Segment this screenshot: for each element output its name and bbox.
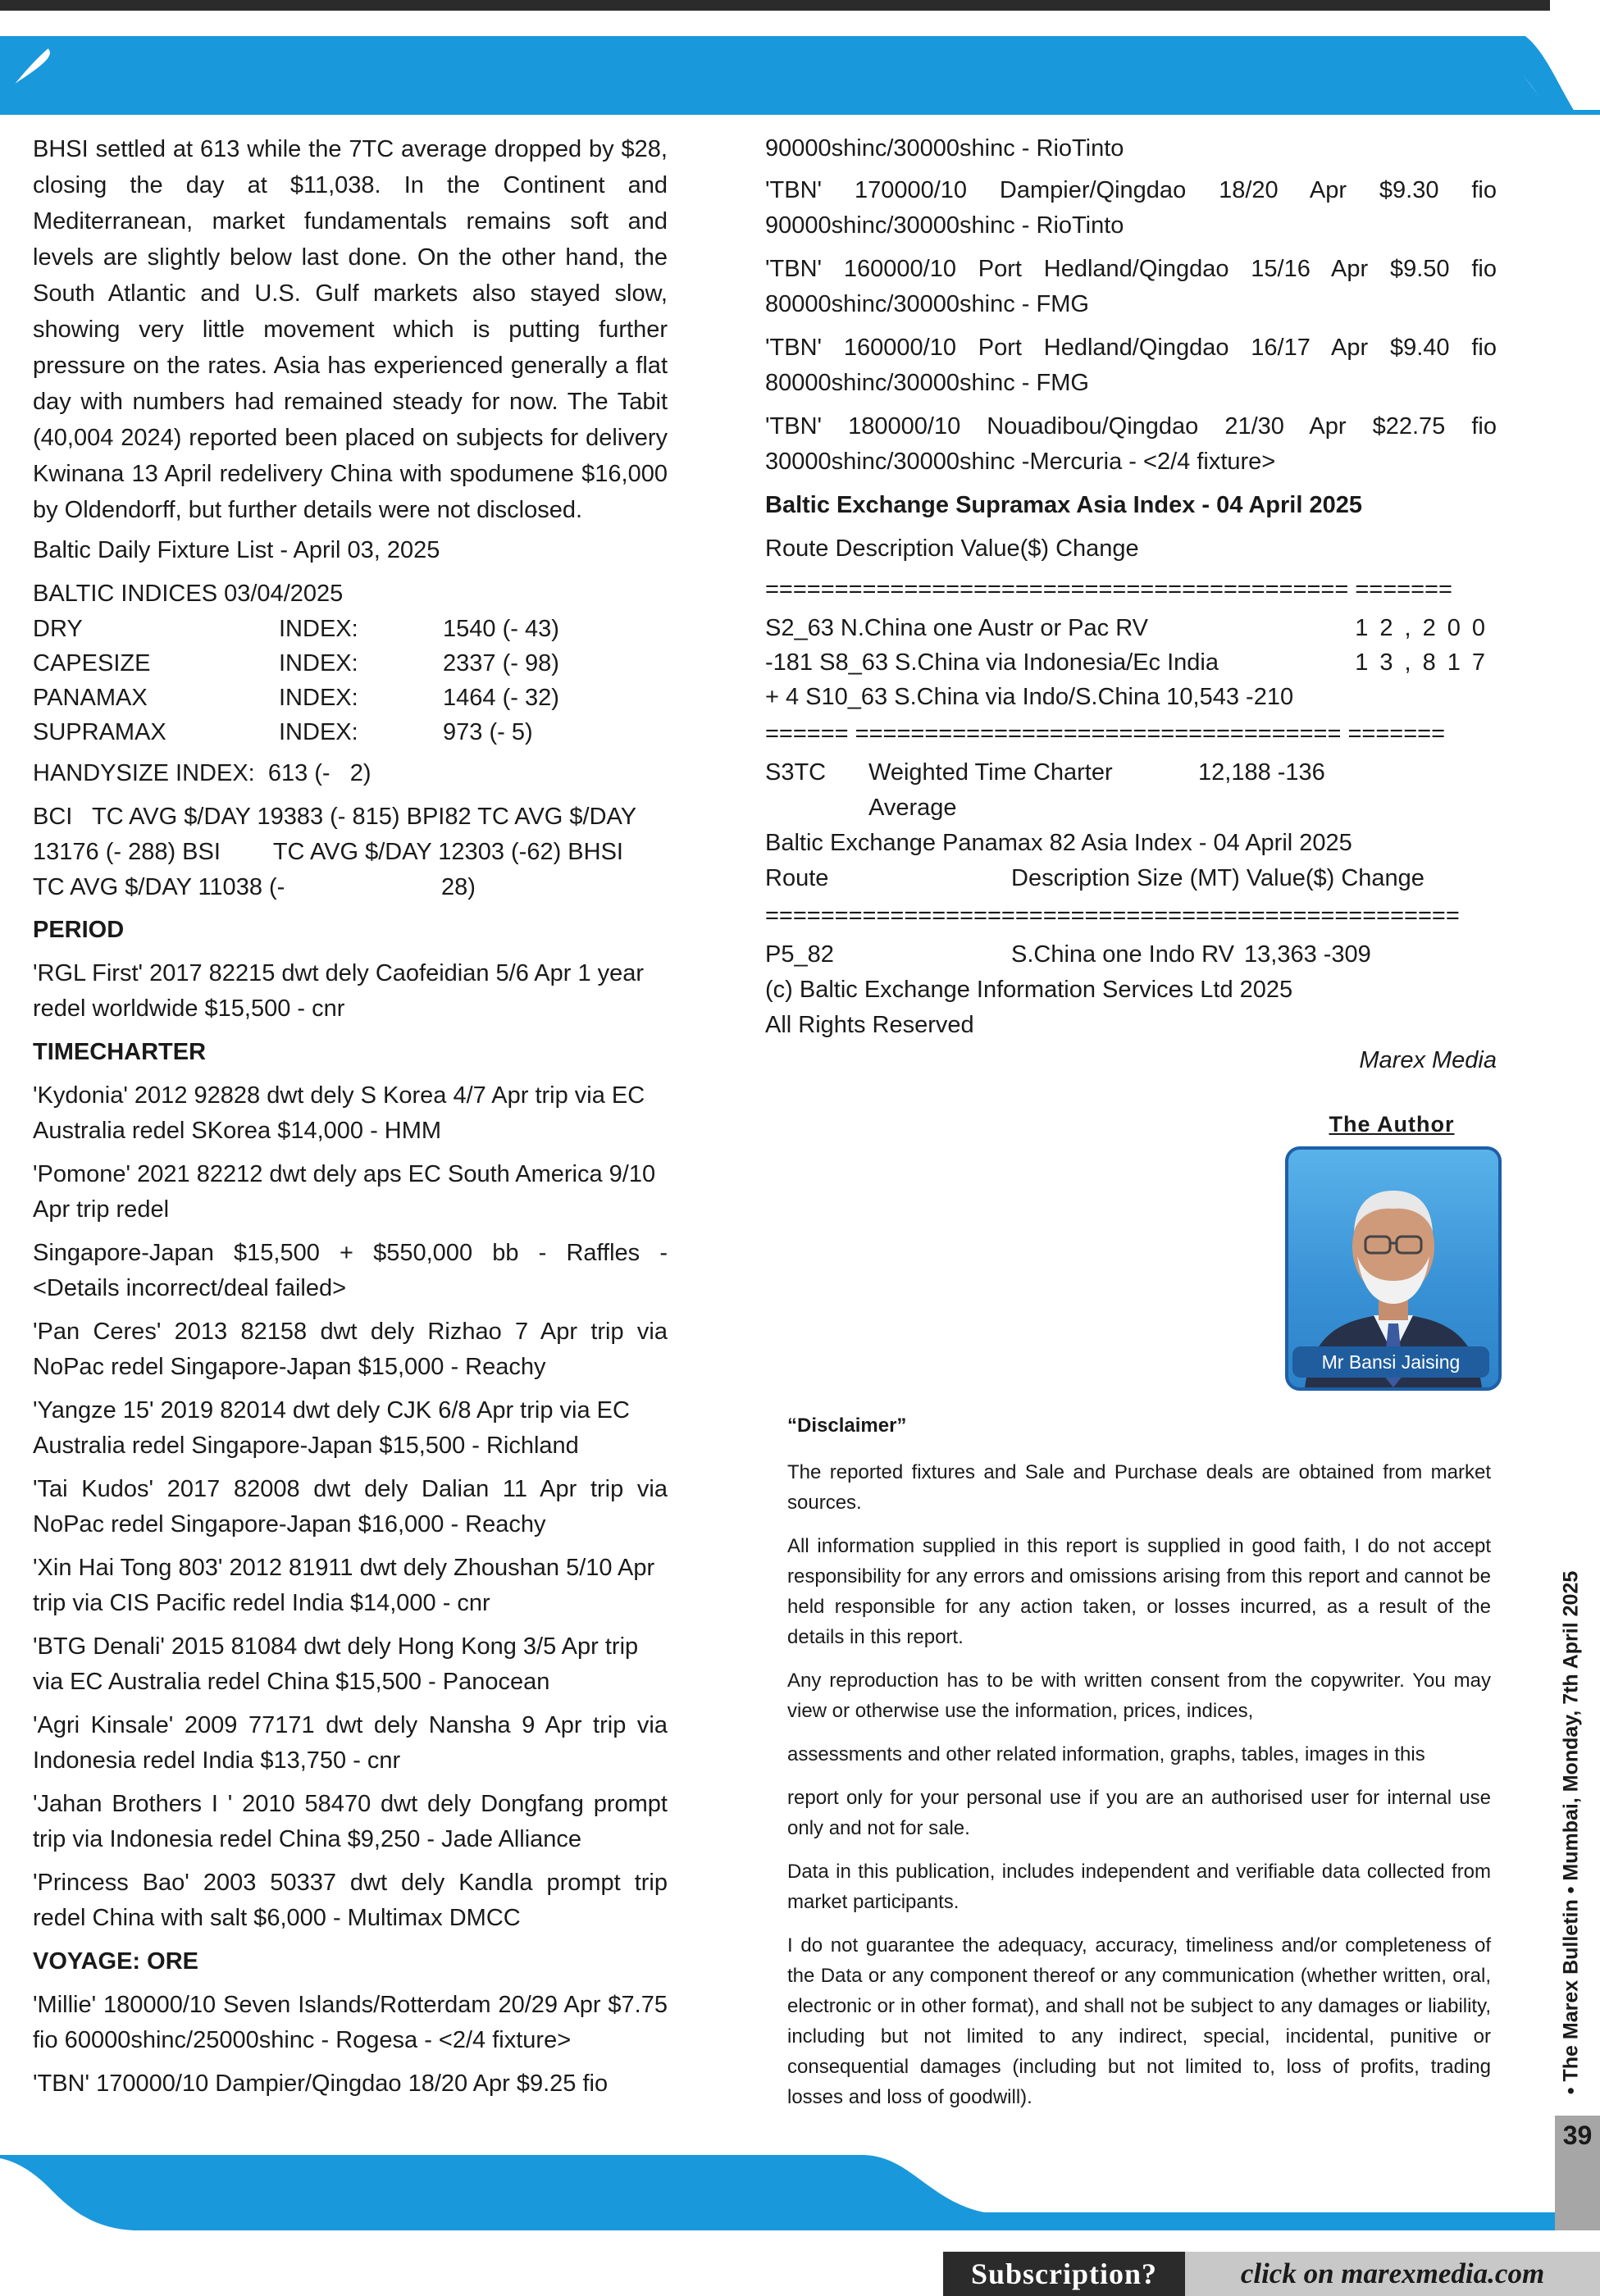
indices-title: BALTIC INDICES 03/04/2025 bbox=[33, 581, 344, 607]
fixture-item: 'TBN' 170000/10 Dampier/Qingdao 18/20 Apr $9.30 fio 90000shinc/30000shinc - RioTinto bbox=[765, 177, 1497, 239]
panamax-row-p5 bbox=[765, 937, 1497, 973]
fixture-item: 'Jahan Brothers I ' 2010 58470 dwt dely Dongfang prompt trip via Indonesia redel China $9,250 - Jade Alliance bbox=[33, 1791, 668, 1852]
table-rule: ========================================== ======= bbox=[765, 576, 1452, 603]
disclaimer-title: “Disclaimer” bbox=[787, 1414, 907, 1437]
route-text: -181 S8_63 S.China via Indonesia/Ec India bbox=[765, 649, 1219, 676]
fixture-item: 'Pan Ceres' 2013 82158 dwt dely Rizhao 7 Apr trip via NoPac redel Singapore-Japan $15,000 - Reachy bbox=[33, 1319, 668, 1380]
tc-avg-line-3-b: 28) bbox=[441, 874, 476, 900]
table-rule: ================================================== bbox=[765, 903, 1460, 929]
index-name: SUPRAMAX bbox=[33, 719, 166, 745]
s3tc-row bbox=[765, 755, 1497, 826]
fixture-item: 'Millie' 180000/10 Seven Islands/Rotterdam 20/29 Apr $7.75 fio 60000shinc/25000shinc - Rogesa - <2/4 fixture> bbox=[33, 1992, 668, 2053]
route-value: 13,363 -309 bbox=[1244, 941, 1371, 968]
subscription-link[interactable]: click on marexmedia.com bbox=[1185, 2252, 1600, 2296]
top-dark-bar bbox=[0, 0, 1550, 11]
supramax-row-s10: + 4 S10_63 S.China via Indo/S.China 10,543 -210 bbox=[765, 684, 1294, 710]
fixture-item-continued: 90000shinc/30000shinc - RioTinto bbox=[765, 135, 1124, 162]
copyright-line: (c) Baltic Exchange Information Services Ltd 2025 bbox=[765, 977, 1293, 1003]
header-columns: Description Size (MT) Value($) Change bbox=[1011, 865, 1425, 891]
route-value: 13,817 bbox=[1355, 649, 1497, 676]
tc-avg-line-1: BCI TC AVG $/DAY 19383 (- 815) BPI82 TC AVG $/DAY bbox=[33, 804, 637, 830]
index-row-capesize bbox=[33, 646, 668, 681]
disclaimer-paragraph: The reported fixtures and Sale and Purchase deals are obtained from market sources. bbox=[787, 1461, 1491, 1514]
index-value: 1540 (- 43) bbox=[443, 616, 559, 642]
supramax-index-title: Baltic Exchange Supramax Asia Index - 04 April 2025 bbox=[765, 492, 1362, 518]
footer-wave-decoration bbox=[0, 2155, 1600, 2230]
route-text: S2_63 N.China one Austr or Pac RV bbox=[765, 615, 1148, 641]
fixture-item: 'TBN' 170000/10 Dampier/Qingdao 18/20 Apr $9.25 fio bbox=[33, 2070, 609, 2097]
disclaimer-paragraph: assessments and other related information, graphs, tables, images in this bbox=[787, 1743, 1425, 1765]
fixture-item: 'Yangze 15' 2019 82014 dwt dely CJK 6/8 Apr trip via EC Australia redel Singapore-Japan $15,500 - Richland bbox=[33, 1397, 630, 1459]
supramax-table-header: Route Description Value($) Change bbox=[765, 535, 1139, 562]
vertical-bulletin-info bbox=[1553, 1566, 1589, 2099]
disclaimer-section bbox=[787, 1410, 1491, 2125]
index-value: 973 (- 5) bbox=[443, 719, 533, 745]
bulletin-date-text: • The Marex Bulletin • Mumbai, Monday, 7th April 2025 bbox=[1559, 1570, 1583, 2095]
header-route: Route bbox=[765, 865, 829, 891]
fixture-item: 'TBN' 160000/10 Port Hedland/Qingdao 15/16 Apr $9.50 fio 80000shinc/30000shinc - FMG bbox=[765, 256, 1497, 317]
left-column bbox=[33, 131, 668, 2110]
fixture-item: 'Agri Kinsale' 2009 77171 dwt dely Nansha 9 Apr trip via Indonesia redel India $13,750 - cnr bbox=[33, 1712, 668, 1774]
right-column bbox=[765, 131, 1497, 1086]
fixture-item: 'Princess Bao' 2003 50337 dwt dely Kandla prompt trip redel China with salt $6,000 - Multimax DMCC bbox=[33, 1870, 668, 1931]
fixture-item: 'TBN' 180000/10 Nouadibou/Qingdao 21/30 Apr $22.75 fio 30000shinc/30000shinc -Mercuria - <2/4 fixture> bbox=[765, 413, 1497, 475]
index-name: PANAMAX bbox=[33, 685, 148, 711]
fixture-list-title: Baltic Daily Fixture List - April 03, 2025 bbox=[33, 537, 440, 563]
fixture-item: 'TBN' 160000/10 Port Hedland/Qingdao 16/17 Apr $9.40 fio 80000shinc/30000shinc - FMG bbox=[765, 335, 1497, 396]
index-value: 2337 (- 98) bbox=[443, 650, 559, 676]
tc-avg-line-3-a: TC AVG $/DAY 11038 (- bbox=[33, 874, 285, 900]
fixture-item: 'Xin Hai Tong 803' 2012 81911 dwt dely Zhoushan 5/10 Apr trip via CIS Pacific redel India $14,000 - cnr bbox=[33, 1555, 655, 1616]
index-row-panamax bbox=[33, 681, 668, 715]
route-code: P5_82 bbox=[765, 941, 834, 968]
index-label: INDEX: bbox=[279, 616, 358, 642]
header-wave-decoration bbox=[0, 36, 1600, 115]
section-heading-timecharter: TIMECHARTER bbox=[33, 1039, 207, 1065]
fixture-item: 'Tai Kudos' 2017 82008 dwt dely Dalian 11 Apr trip via NoPac redel Singapore-Japan $16,000 - Reachy bbox=[33, 1476, 668, 1538]
index-label: INDEX: bbox=[279, 685, 358, 711]
index-name: DRY bbox=[33, 616, 83, 642]
market-intro: BHSI settled at 613 while the 7TC average dropped by $28, closing the day at $11,038. In the Continent and Mediterranean, market fundamentals remains soft and levels are slightly below last done. On the other hand, the South Atlantic and U.S. Gulf markets also stayed slow, showing very little movement which is putting further pressure on the rates. Asia has experienced generally a flat day with numbers had remained steady for now. The Tabit (40,004 2024) reported been placed on subjects for delivery Kwinana 13 April redelivery China with spodumene $16,000 by Oldendorff, but further details were not disclosed. bbox=[33, 136, 668, 523]
signoff: Marex Media bbox=[1359, 1047, 1497, 1073]
disclaimer-paragraph: Any reproduction has to be with written consent from the copywriter. You may view or otherwise use the information, prices, indices, bbox=[787, 1670, 1491, 1722]
index-label: INDEX: bbox=[279, 719, 358, 745]
index-label: INDEX: bbox=[279, 650, 358, 676]
route-code: S3TC bbox=[765, 759, 827, 786]
fixture-item: 'Kydonia' 2012 92828 dwt dely S Korea 4/7 Apr trip via EC Australia redel SKorea $14,000 - HMM bbox=[33, 1082, 645, 1144]
route-value: 12,200 bbox=[1355, 615, 1497, 641]
route-description: Weighted Time Charter Average bbox=[868, 759, 1113, 821]
route-value: 12,188 -136 bbox=[1198, 759, 1325, 786]
supramax-row-s8 bbox=[765, 645, 1497, 680]
supramax-row-s2 bbox=[765, 611, 1497, 645]
disclaimer-paragraph: Data in this publication, includes independent and verifiable data collected from market participants. bbox=[787, 1861, 1491, 1913]
index-row-supramax bbox=[33, 715, 668, 749]
indices-table bbox=[33, 612, 668, 749]
author-name-caption: Mr Bansi Jaising bbox=[1292, 1346, 1489, 1378]
page-number: 39 bbox=[1562, 2121, 1593, 2150]
author-heading: The Author bbox=[1329, 1112, 1455, 1137]
section-heading-voyage-ore: VOYAGE: ORE bbox=[33, 1948, 198, 1975]
disclaimer-paragraph: All information supplied in this report is supplied in good faith, I do not accept responsibility for any errors and omissions arising from this report and cannot be held responsible for any action taken, or losses incurred, as a result of the details in this report. bbox=[787, 1535, 1491, 1648]
tc-avg-line-3 bbox=[33, 870, 668, 904]
fixture-item: 'BTG Denali' 2015 81084 dwt dely Hong Kong 3/5 Apr trip via EC Australia redel China $15,500 - Panocean bbox=[33, 1633, 639, 1695]
route-description: S.China one Indo RV bbox=[1011, 941, 1234, 968]
fixture-item: 'Pomone' 2021 82212 dwt dely aps EC South America 9/10 Apr trip redel bbox=[33, 1161, 656, 1223]
index-name: CAPESIZE bbox=[33, 650, 151, 676]
page-number-box bbox=[1555, 2116, 1600, 2230]
table-rule: ====== =================================== ======= bbox=[765, 721, 1446, 747]
fixture-item: 'RGL First' 2017 82215 dwt dely Caofeidian 5/6 Apr 1 year redel worldwide $15,500 - cnr bbox=[33, 960, 645, 1022]
disclaimer-paragraph: report only for your personal use if you are an authorised user for internal use only and not for sale. bbox=[787, 1787, 1491, 1839]
index-value: 1464 (- 32) bbox=[443, 685, 559, 711]
disclaimer-paragraph: I do not guarantee the adequacy, accuracy, timeliness and/or completeness of the Data or any component thereof or any communication (whether written, oral, electronic or in other format), and shall not be subject to any damages or liability, including but not limited to any indirect, special, incidental, punitive or consequential damages (including but not limited to, loss of profits, trading losses and loss of goodwill). bbox=[787, 1934, 1491, 2108]
tc-avg-line-2: 13176 (- 288) BSI TC AVG $/DAY 12303 (-62) BHSI bbox=[33, 839, 623, 865]
subscription-label: Subscription? bbox=[943, 2252, 1185, 2296]
handysize-index: HANDYSIZE INDEX: 613 (- 2) bbox=[33, 760, 372, 786]
index-row-dry bbox=[33, 612, 668, 646]
rights-line: All Rights Reserved bbox=[765, 1012, 974, 1038]
panamax-index-title: Baltic Exchange Panamax 82 Asia Index - 04 April 2025 bbox=[765, 830, 1352, 856]
fixture-item: Singapore-Japan $15,500 + $550,000 bb - Raffles - <Details incorrect/deal failed> bbox=[33, 1240, 668, 1301]
section-heading-period: PERIOD bbox=[33, 917, 125, 943]
panamax-table-header bbox=[765, 861, 1497, 896]
